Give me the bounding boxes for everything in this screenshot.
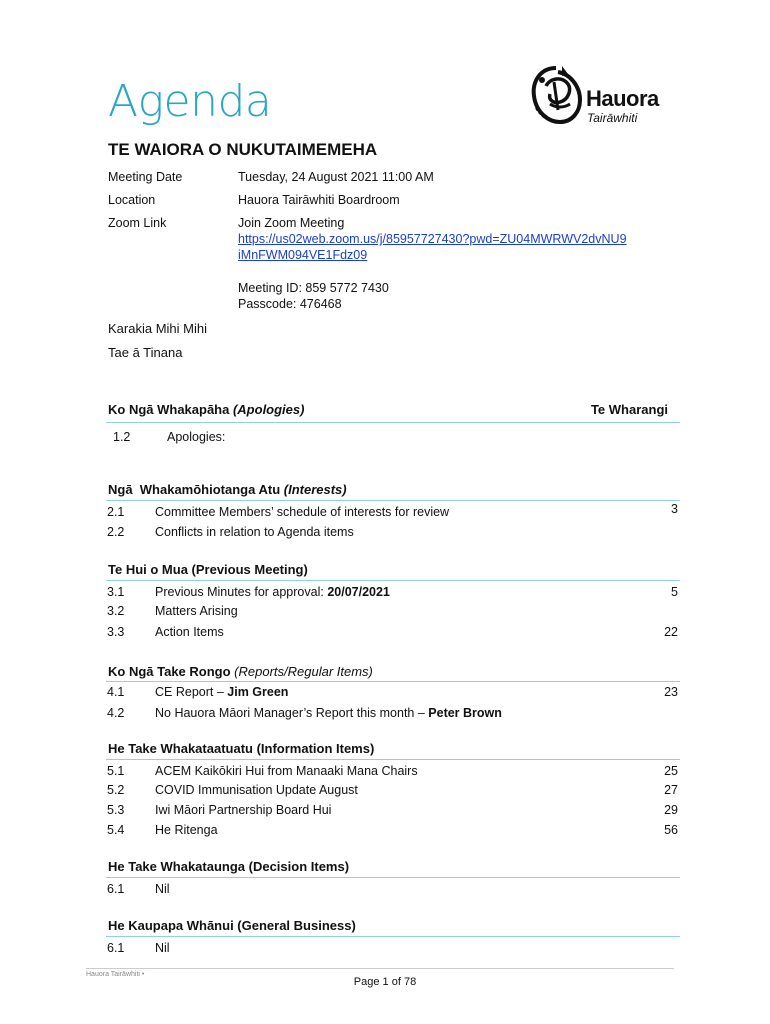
section-title-sub: (Apologies) [232, 402, 305, 417]
karakia: Karakia Mihi Mihi [108, 321, 207, 336]
page-number: Page 1 of 78 [353, 976, 417, 988]
item-text-bold: Jim Green [227, 685, 289, 699]
section-general-title: He Kaupapa Whānui (General Business) [108, 918, 356, 933]
item-number: 5.4 [107, 823, 125, 837]
section-title-text: Ko Ngā Whakapāha [108, 402, 233, 417]
item-page: 5 [671, 585, 678, 599]
section-rule [106, 500, 680, 501]
item-number: 5.2 [107, 783, 125, 797]
item-page: 25 [664, 764, 678, 778]
passcode: Passcode: 476468 [238, 297, 342, 311]
section-apologies-title [108, 402, 304, 417]
section-information-title: He Take Whakataatuatu (Information Items) [108, 741, 375, 756]
item-text-main: No Hauora Māori Manager’s Report this month – [155, 706, 429, 720]
item-text: Action Items [155, 625, 224, 639]
item-number: 1.2 [113, 430, 131, 444]
location-value: Hauora Tairāwhiti Boardroom [238, 193, 400, 207]
section-rule [106, 759, 680, 760]
item-text [155, 685, 288, 699]
meeting-date-label: Meeting Date [108, 170, 183, 184]
committee-name: TE WAIORA O NUKUTAIMEMEHA [108, 140, 378, 159]
item-page: 27 [664, 783, 678, 797]
item-text: Matters Arising [155, 604, 238, 618]
item-page: 56 [664, 823, 678, 837]
zoom-link-label: Zoom Link [108, 216, 167, 230]
section-interests-title [108, 482, 347, 497]
item-text: Conflicts in relation to Agenda items [155, 525, 354, 539]
hauora-emblem-icon [528, 64, 584, 126]
item-text: He Ritenga [155, 823, 218, 837]
page-title: Agenda [108, 76, 272, 127]
item-text-bold: Peter Brown [428, 706, 502, 720]
zoom-url-link-cont[interactable]: iMnFWM094VE1Fdz09 [238, 248, 368, 262]
item-number: 4.1 [107, 685, 125, 699]
item-number: 6.1 [107, 941, 125, 955]
section-title-sub: (Reports/Regular Items) [234, 664, 373, 679]
zoom-join-text: Join Zoom Meeting [238, 216, 345, 230]
section-title-sub: (Interests) [283, 482, 347, 497]
section-decision-title: He Take Whakataunga (Decision Items) [108, 859, 350, 874]
item-page: 22 [664, 625, 678, 639]
page-column-header: Te Wharangi [590, 402, 668, 417]
zoom-url-link[interactable]: https://us02web.zoom.us/j/85957727430?pwd=ZU04MWRWV2dvNU9 [238, 232, 627, 246]
section-rule [106, 580, 680, 581]
item-text: Committee Members’ schedule of interests for review [155, 505, 450, 519]
section-reports-title [108, 664, 373, 679]
item-page: 3 [671, 502, 678, 516]
item-number: 3.2 [107, 604, 125, 618]
item-number: 4.2 [107, 706, 125, 720]
item-page: 23 [664, 685, 678, 699]
item-text-bold: 20/07/2021 [327, 585, 390, 599]
tae-a-tinana: Tae ā Tinana [108, 345, 183, 360]
footer-rule [86, 968, 674, 969]
section-rule [106, 681, 680, 682]
logo-tagline: Tairāwhiti [587, 111, 638, 125]
item-text: COVID Immunisation Update August [155, 783, 358, 797]
item-number: 5.1 [107, 764, 125, 778]
location-label: Location [108, 193, 156, 207]
item-text-main: CE Report – [155, 685, 228, 699]
section-title-text: Ngā Whakamōhiotanga Atu [108, 482, 284, 497]
section-previous-title: Te Hui o Mua (Previous Meeting) [108, 562, 308, 577]
item-number: 6.1 [107, 882, 125, 896]
item-number: 3.1 [107, 585, 125, 599]
item-text: ACEM Kaikōkiri Hui from Manaaki Mana Chairs [155, 764, 418, 778]
item-text [155, 706, 502, 720]
section-title-text: Ko Ngā Take Rongo [108, 664, 235, 679]
section-rule [106, 936, 680, 937]
item-text: Apologies: [167, 430, 226, 444]
item-number: 2.1 [107, 505, 125, 519]
item-number: 3.3 [107, 625, 125, 639]
meeting-id: Meeting ID: 859 5772 7430 [238, 281, 389, 295]
section-rule [106, 877, 680, 878]
hauora-logo [528, 64, 678, 128]
meeting-date-value: Tuesday, 24 August 2021 11:00 AM [238, 170, 434, 184]
footer-org: Hauora Tairāwhiti • [86, 971, 145, 978]
item-text [155, 585, 390, 599]
logo-name: Hauora [586, 86, 659, 111]
item-text: Nil [155, 941, 170, 955]
section-rule [106, 422, 680, 423]
item-number: 2.2 [107, 525, 125, 539]
item-page: 29 [664, 803, 678, 817]
item-text: Nil [155, 882, 170, 896]
item-text-main: Previous Minutes for approval: [155, 585, 328, 599]
item-number: 5.3 [107, 803, 125, 817]
item-text: Iwi Māori Partnership Board Hui [155, 803, 332, 817]
